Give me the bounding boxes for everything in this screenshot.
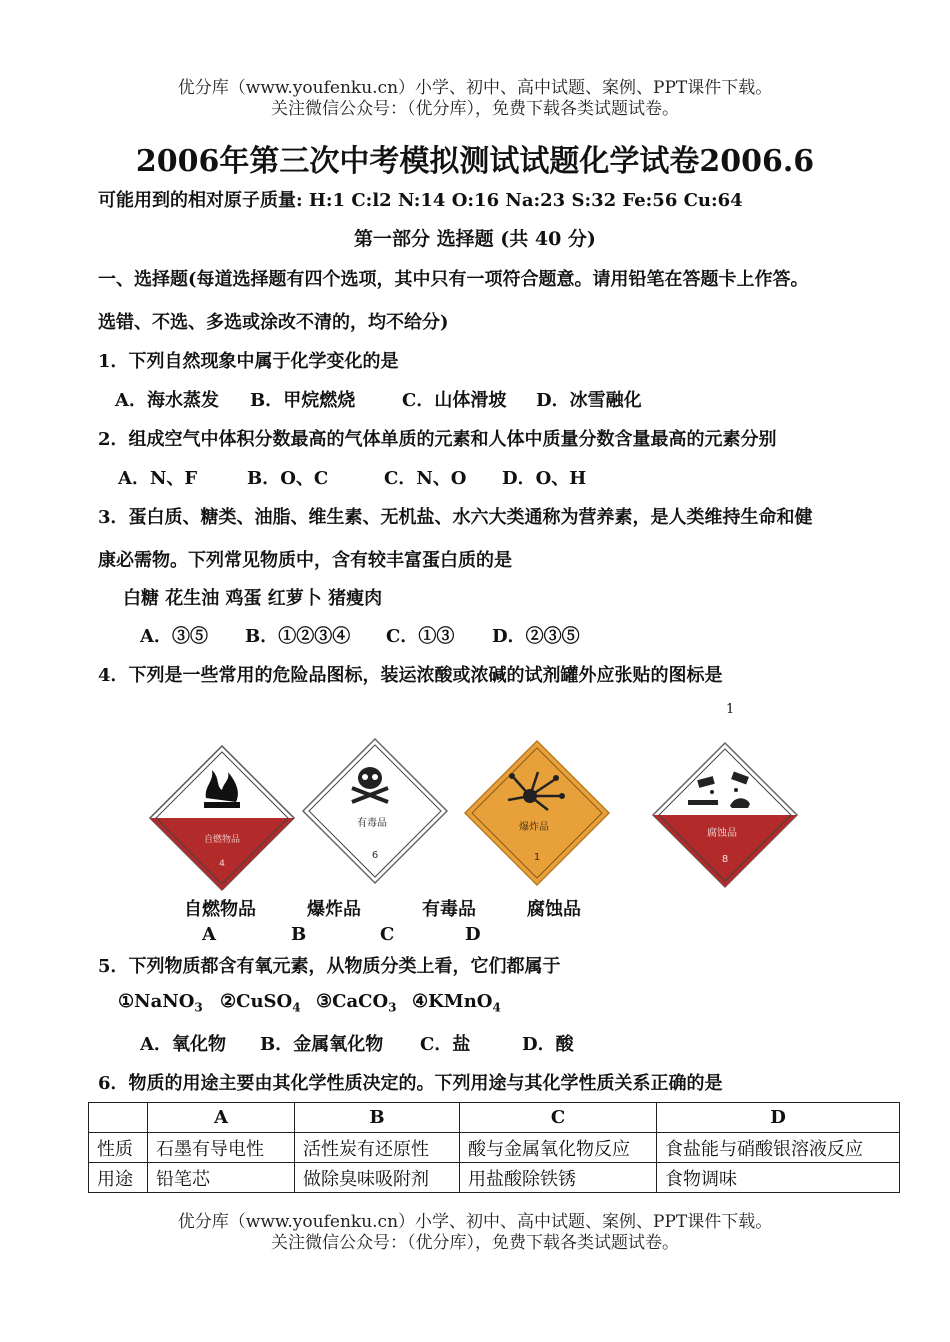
icon1-text: 自燃物品 <box>203 835 241 845</box>
q1-option-b: B．甲烷燃烧 <box>250 390 356 411</box>
header-line-2: 关注微信公众号：（优分库），免费下载各类试题试卷。 <box>271 99 679 119</box>
q3-option-a: A．③⑤ <box>140 626 208 647</box>
footer-line-2: 关注微信公众号：（优分库），免费下载各类试题试卷。 <box>271 1233 679 1253</box>
page-title: 2006年第三次中考模拟测试试题化学试卷2006.6 <box>135 144 815 179</box>
q3-option-d: D．②③⑤ <box>492 626 580 647</box>
hazard-icon-corrosive <box>650 740 800 890</box>
footer-line-1: 优分库（www.youfenku.cn）小学、初中、高中试题、案例、PPT课件下载。 <box>177 1212 773 1232</box>
q3-option-c: C．①③ <box>386 626 455 647</box>
table-header-cell: D <box>657 1103 900 1133</box>
icon4-number: 8 <box>721 854 729 865</box>
q3-stem-line2: 康必需物。下列常见物质中，含有较丰富蛋白质的是 <box>98 550 512 571</box>
q2-option-c: C．N、O <box>384 468 467 489</box>
table-cell: 食盐能与硝酸银溶液反应 <box>657 1133 900 1163</box>
table-header-row <box>89 1103 900 1133</box>
table-cell: 活性炭有还原性 <box>295 1133 460 1163</box>
table-header-cell: B <box>295 1103 460 1133</box>
q1-option-d: D．冰雪融化 <box>536 390 642 411</box>
q3-option-b: B．①②③④ <box>245 626 351 647</box>
section1-instructions-line1: 一、选择题(每道选择题有四个选项，其中只有一项符合题意。请用铅笔在答题卡上作答。 <box>98 269 809 290</box>
table-cell: 性质 <box>89 1133 148 1163</box>
icon3-number: 1 <box>533 852 541 863</box>
part1-title: 第一部分 选择题 (共 40 分) <box>354 228 596 250</box>
q6-table <box>88 1102 900 1193</box>
q2-option-b: B．O、C <box>247 468 329 489</box>
section1-instructions-line2: 选错、不选、多选或涂改不清的，均不给分) <box>98 312 449 333</box>
q4-letter-c: C <box>380 924 395 945</box>
q1-option-a: A．海水蒸发 <box>115 390 219 411</box>
table-cell: 石墨有导电性 <box>148 1133 295 1163</box>
q2-stem: 2．组成空气中体积分数最高的气体单质的元素和人体中质量分数含量最高的元素分别 <box>98 429 777 450</box>
q4-letter-b: B <box>291 924 307 945</box>
q2-option-d: D．O、H <box>502 468 587 489</box>
table-cell: 食物调味 <box>657 1163 900 1193</box>
q2-option-a: A．N、F <box>118 468 198 489</box>
q4-caption-d: 腐蚀品 <box>527 899 581 920</box>
table-header-cell <box>89 1103 148 1133</box>
q4-stem: 4．下列是一些常用的危险品图标，装运浓酸或浓碱的试剂罐外应张贴的图标是 <box>98 665 723 686</box>
q5-substance-2: ②CuSO$_4$ <box>220 991 301 1015</box>
table-row <box>89 1163 900 1193</box>
table-row <box>89 1133 900 1163</box>
q5-substance-1: ①NaNO$_3$ <box>118 991 203 1015</box>
hazard-icon-spontaneous-combustion <box>146 742 298 894</box>
q4-caption-c: 有毒品 <box>422 899 476 920</box>
table-cell: 做除臭味吸附剂 <box>295 1163 460 1193</box>
table-cell: 用途 <box>89 1163 148 1193</box>
q5-stem: 5．下列物质都含有氧元素，从物质分类上看，它们都属于 <box>98 956 561 977</box>
q4-caption-a: 自燃物品 <box>184 899 256 920</box>
icon4-text: 腐蚀品 <box>707 828 737 839</box>
stray-mark: 1 <box>726 702 735 717</box>
icon1-number: 4 <box>219 859 225 869</box>
hazard-icon-toxic <box>300 736 450 886</box>
q1-option-c: C．山体滑坡 <box>402 390 507 411</box>
q3-stem-line1: 3．蛋白质、糖类、油脂、维生素、无机盐、水六大类通称为营养素，是人类维持生命和健 <box>98 507 813 528</box>
q4-caption-b: 爆炸品 <box>307 899 361 920</box>
atomic-masses: 可能用到的相对原子质量: H:1 C:l2 N:14 O:16 Na:23 S:32 Fe:56 Cu:64 <box>98 190 743 211</box>
q5-option-b: B．金属氧化物 <box>260 1034 384 1055</box>
q5-substance-4: ④KMnO$_4$ <box>412 991 501 1015</box>
q5-option-a: A．氧化物 <box>140 1034 226 1055</box>
q1-stem: 1．下列自然现象中属于化学变化的是 <box>98 351 399 372</box>
icon2-text: 有毒品 <box>357 818 387 829</box>
q6-stem: 6．物质的用途主要由其化学性质决定的。下列用途与其化学性质关系正确的是 <box>98 1073 723 1094</box>
q4-letter-d: D <box>465 924 481 945</box>
q5-option-c: C．盐 <box>420 1034 471 1055</box>
icon2-number: 6 <box>371 850 379 861</box>
table-cell: 用盐酸除铁锈 <box>460 1163 657 1193</box>
table-cell: 酸与金属氧化物反应 <box>460 1133 657 1163</box>
q5-option-d: D．酸 <box>522 1034 574 1055</box>
table-header-cell: A <box>148 1103 295 1133</box>
q4-letter-a: A <box>202 924 216 945</box>
header-line-1: 优分库（www.youfenku.cn）小学、初中、高中试题、案例、PPT课件下载。 <box>177 78 773 98</box>
q5-substance-3: ③CaCO$_3$ <box>316 991 397 1015</box>
icon3-text: 爆炸品 <box>519 822 549 833</box>
q3-items: 白糖 花生油 鸡蛋 红萝卜 猪瘦肉 <box>123 588 383 609</box>
hazard-icon-explosive <box>462 738 612 888</box>
table-header-cell: C <box>460 1103 657 1133</box>
table-cell: 铅笔芯 <box>148 1163 295 1193</box>
